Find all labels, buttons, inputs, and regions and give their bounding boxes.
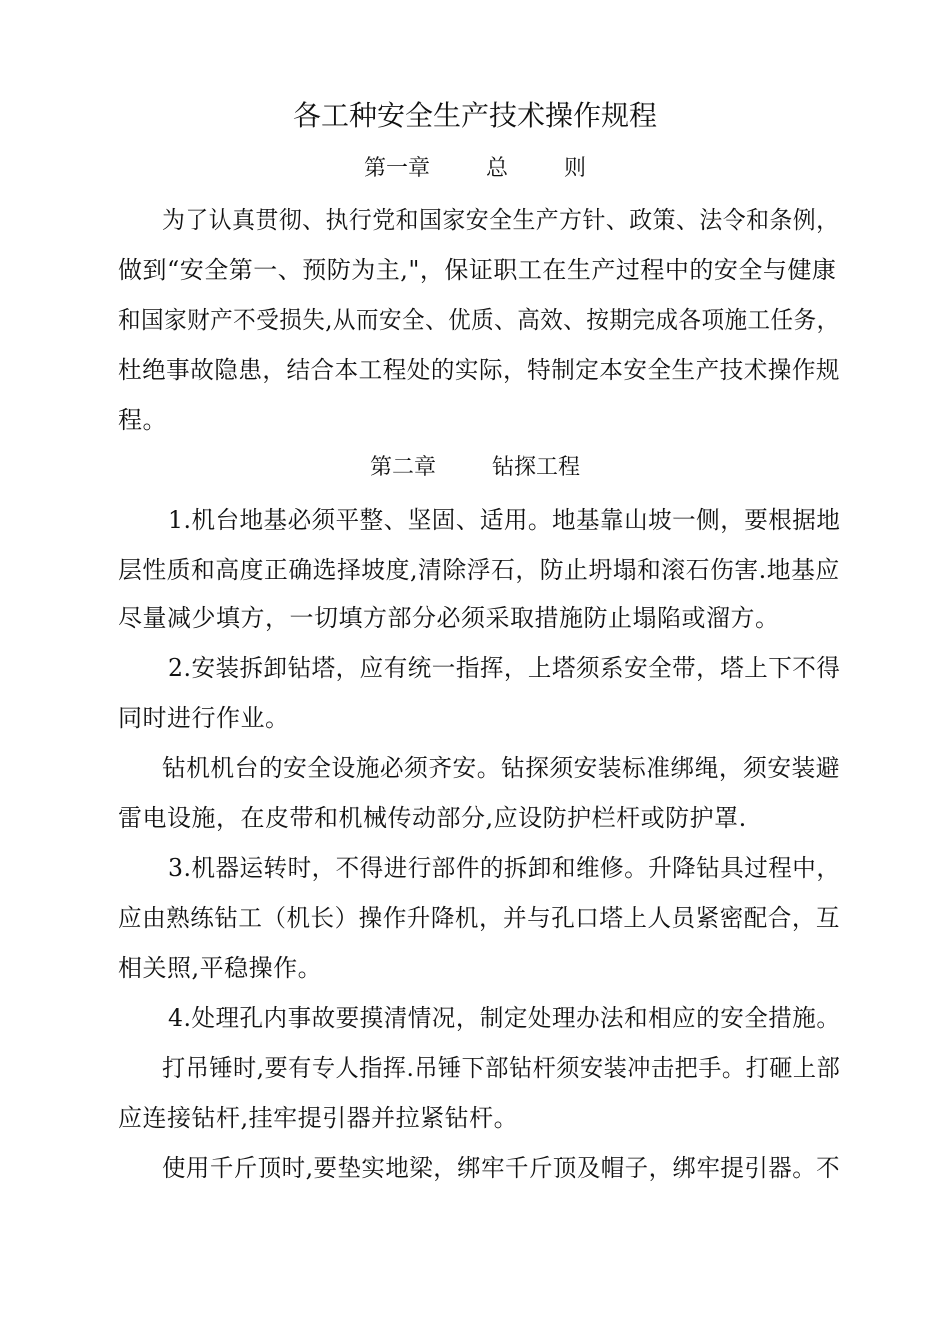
paragraph-line: 尽量减少填方，一切填方部分必须采取措施防止塌陷或溜方。 [118, 604, 780, 632]
paragraph-line: 4.处理孔内事故要摸清情况，制定处理办法和相应的安全措施。 [168, 1004, 841, 1032]
paragraph-line: 应由熟练钻工（机长）操作升降机，并与孔口塔上人员紧密配合，互 [118, 904, 840, 932]
paragraph-line: 同时进行作业。 [118, 704, 290, 732]
paragraph-line: 2.安装拆卸钻塔，应有统一指挥，上塔须系安全带，塔上下不得 [168, 654, 841, 682]
chapter-2-heading: 第二章 钻探工程 [370, 455, 580, 480]
paragraph-line: 相关照,平稳操作。 [118, 954, 323, 982]
paragraph-line: 使用千斤顶时,要垫实地梁，绑牢千斤顶及帽子，绑牢提引器。不 [162, 1154, 841, 1182]
chapter-1-heading: 第一章 总 则 [364, 156, 586, 181]
paragraph-line: 雷电设施，在皮带和机械传动部分,应设防护栏杆或防护罩. [118, 804, 747, 832]
paragraph-line: 应连接钻杆,挂牢提引器并拉紧钻杆。 [118, 1104, 519, 1132]
paragraph-line: 和国家财产不受损失,从而安全、优质、高效、按期完成各项施工任务， [118, 306, 840, 334]
paragraph-line: 打吊锤时,要有专人指挥.吊锤下部钻杆须安装冲击把手。打砸上部 [162, 1054, 841, 1082]
paragraph-line: 3.机器运转时，不得进行部件的拆卸和维修。升降钻具过程中， [168, 854, 841, 882]
paragraph-line: 杜绝事故隐患，结合本工程处的实际，特制定本安全生产技术操作规 [118, 356, 840, 384]
paragraph-line: 做到“安全第一、预防为主,"，保证职工在生产过程中的安全与健康 [118, 256, 837, 284]
paragraph-line: 1.机台地基必须平整、坚固、适用。地基靠山坡一侧，要根据地 [168, 506, 841, 534]
paragraph-line: 层性质和高度正确选择坡度,清除浮石，防止坍塌和滚石伤害.地基应 [118, 556, 840, 584]
paragraph-line: 为了认真贯彻、执行党和国家安全生产方针、政策、法令和条例， [162, 206, 840, 234]
paragraph-line: 钻机机台的安全设施必须齐安。钻探须安装标准绑绳，须安装避 [162, 754, 840, 782]
paragraph-line: 程。 [118, 406, 167, 434]
document-title: 各工种安全生产技术操作规程 [292, 99, 657, 132]
